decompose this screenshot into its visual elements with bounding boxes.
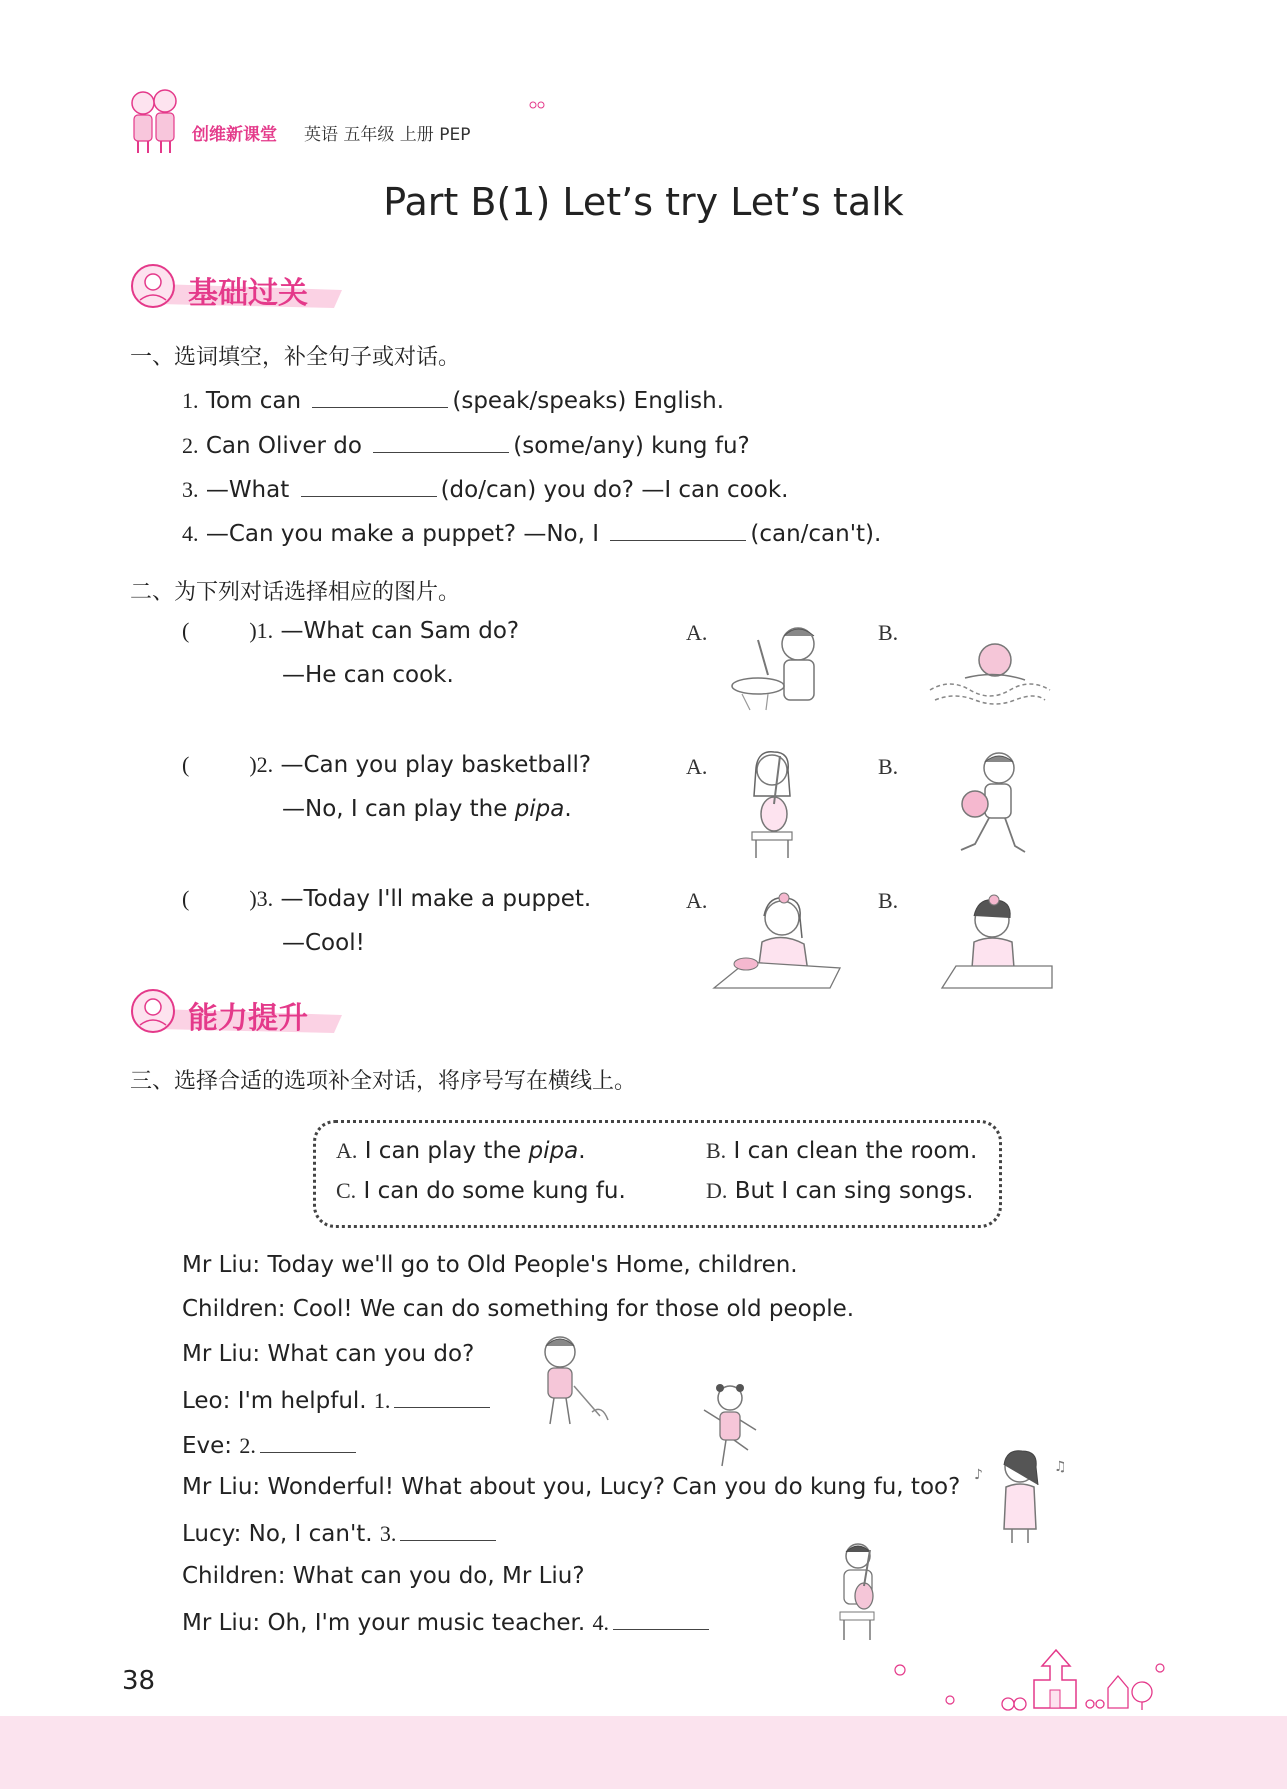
option-b-label: B. — [878, 620, 899, 645]
section-title-basic: 基础过关 — [188, 276, 308, 311]
answer-blank[interactable] — [613, 1607, 709, 1630]
page-title: Part B(1) Let’s try Let’s talk — [383, 180, 904, 224]
boy-cleaning-icon — [530, 1330, 610, 1430]
answer-blank[interactable] — [260, 1430, 356, 1453]
q2-item-3: ( )3. —Today I'll make a puppet. — [182, 886, 592, 912]
answer-blank[interactable] — [301, 474, 437, 497]
answer-blank[interactable] — [610, 518, 746, 541]
section-banner-advanced — [128, 987, 348, 1037]
header-logo — [125, 85, 185, 155]
q1-item-1: 1. Tom can (speak/speaks) English. — [182, 385, 724, 414]
boy-cooking-icon — [728, 620, 828, 712]
dialog-line: Mr Liu: Oh, I'm your music teacher. 4. — [182, 1607, 713, 1636]
answer-blank[interactable] — [373, 430, 509, 453]
header-brand: 创维新课堂 — [192, 125, 277, 145]
q2-item-2-reply: —No, I can play the pipa. — [282, 796, 572, 822]
footer-band — [0, 1716, 1287, 1789]
option-a-label: A. — [686, 754, 708, 779]
section-banner-basic — [128, 262, 348, 312]
flower-deco-icon — [528, 98, 548, 112]
q1-item-4: 4. —Can you make a puppet? —No, I (can/can't). — [182, 518, 881, 547]
answer-blank[interactable] — [394, 1385, 490, 1408]
section-title-advanced: 能力提升 — [188, 1001, 308, 1036]
option-d: D. But I can sing songs. — [706, 1178, 974, 1204]
answer-blank[interactable] — [400, 1518, 496, 1541]
girl-singing-icon — [970, 1445, 1070, 1545]
option-a-label: A. — [686, 888, 708, 913]
girl-crafting-icon — [940, 892, 1055, 998]
dialog-line: Children: Cool! We can do something for those old people. — [182, 1296, 855, 1322]
header-subject: 英语 五年级 上册 PEP — [304, 125, 471, 145]
dialog-line: Children: What can you do, Mr Liu? — [182, 1563, 585, 1589]
option-c: C. I can do some kung fu. — [336, 1178, 626, 1204]
q2-heading: 二、为下列对话选择相应的图片。 — [130, 580, 461, 605]
svg-text:♪: ♪ — [974, 1467, 983, 1483]
dialog-line: Mr Liu: Today we'll go to Old People's Home, children. — [182, 1252, 798, 1278]
girl-playing-pipa-icon — [740, 748, 810, 860]
girl-drawing-icon — [712, 892, 842, 992]
girl-kungfu-icon — [700, 1380, 760, 1470]
q2-item-3-reply: —Cool! — [282, 930, 365, 956]
option-a: A. I can play the pipa. — [336, 1138, 586, 1164]
option-a-label: A. — [686, 620, 708, 645]
dialog-line: Mr Liu: Wonderful! What about you, Lucy? Can you do kung fu, too? — [182, 1474, 961, 1500]
q2-item-1: ( )1. —What can Sam do? — [182, 618, 520, 644]
svg-text:♫: ♫ — [1054, 1459, 1067, 1475]
teacher-pipa-icon — [830, 1540, 890, 1644]
answer-blank[interactable] — [312, 385, 448, 408]
page-number: 38 — [122, 1666, 156, 1696]
q1-item-3: 3. —What (do/can) you do? —I can cook. — [182, 474, 788, 503]
boy-basketball-icon — [945, 748, 1035, 860]
q1-item-2: 2. Can Oliver do (some/any) kung fu? — [182, 430, 750, 459]
kids-logo-icon — [125, 85, 185, 155]
q1-heading: 一、选词填空，补全句子或对话。 — [130, 345, 461, 370]
castle-deco-icon — [880, 1648, 1170, 1718]
option-b: B. I can clean the room. — [706, 1138, 978, 1164]
dialog-line: Lucy: No, I can't. 3. — [182, 1518, 500, 1547]
option-b-label: B. — [878, 754, 899, 779]
option-b-label: B. — [878, 888, 899, 913]
q2-item-1-reply: —He can cook. — [282, 662, 454, 688]
dialog-line: Leo: I'm helpful. 1. — [182, 1385, 494, 1414]
q2-item-2: ( )2. —Can you play basketball? — [182, 752, 592, 778]
options-box — [313, 1120, 1002, 1228]
swimming-kid-icon — [925, 640, 1055, 708]
dialog-line: Mr Liu: What can you do? — [182, 1341, 475, 1367]
dialog-line: Eve: 2. — [182, 1430, 360, 1459]
q3-heading: 三、选择合适的选项补全对话，将序号写在横线上。 — [130, 1069, 637, 1094]
